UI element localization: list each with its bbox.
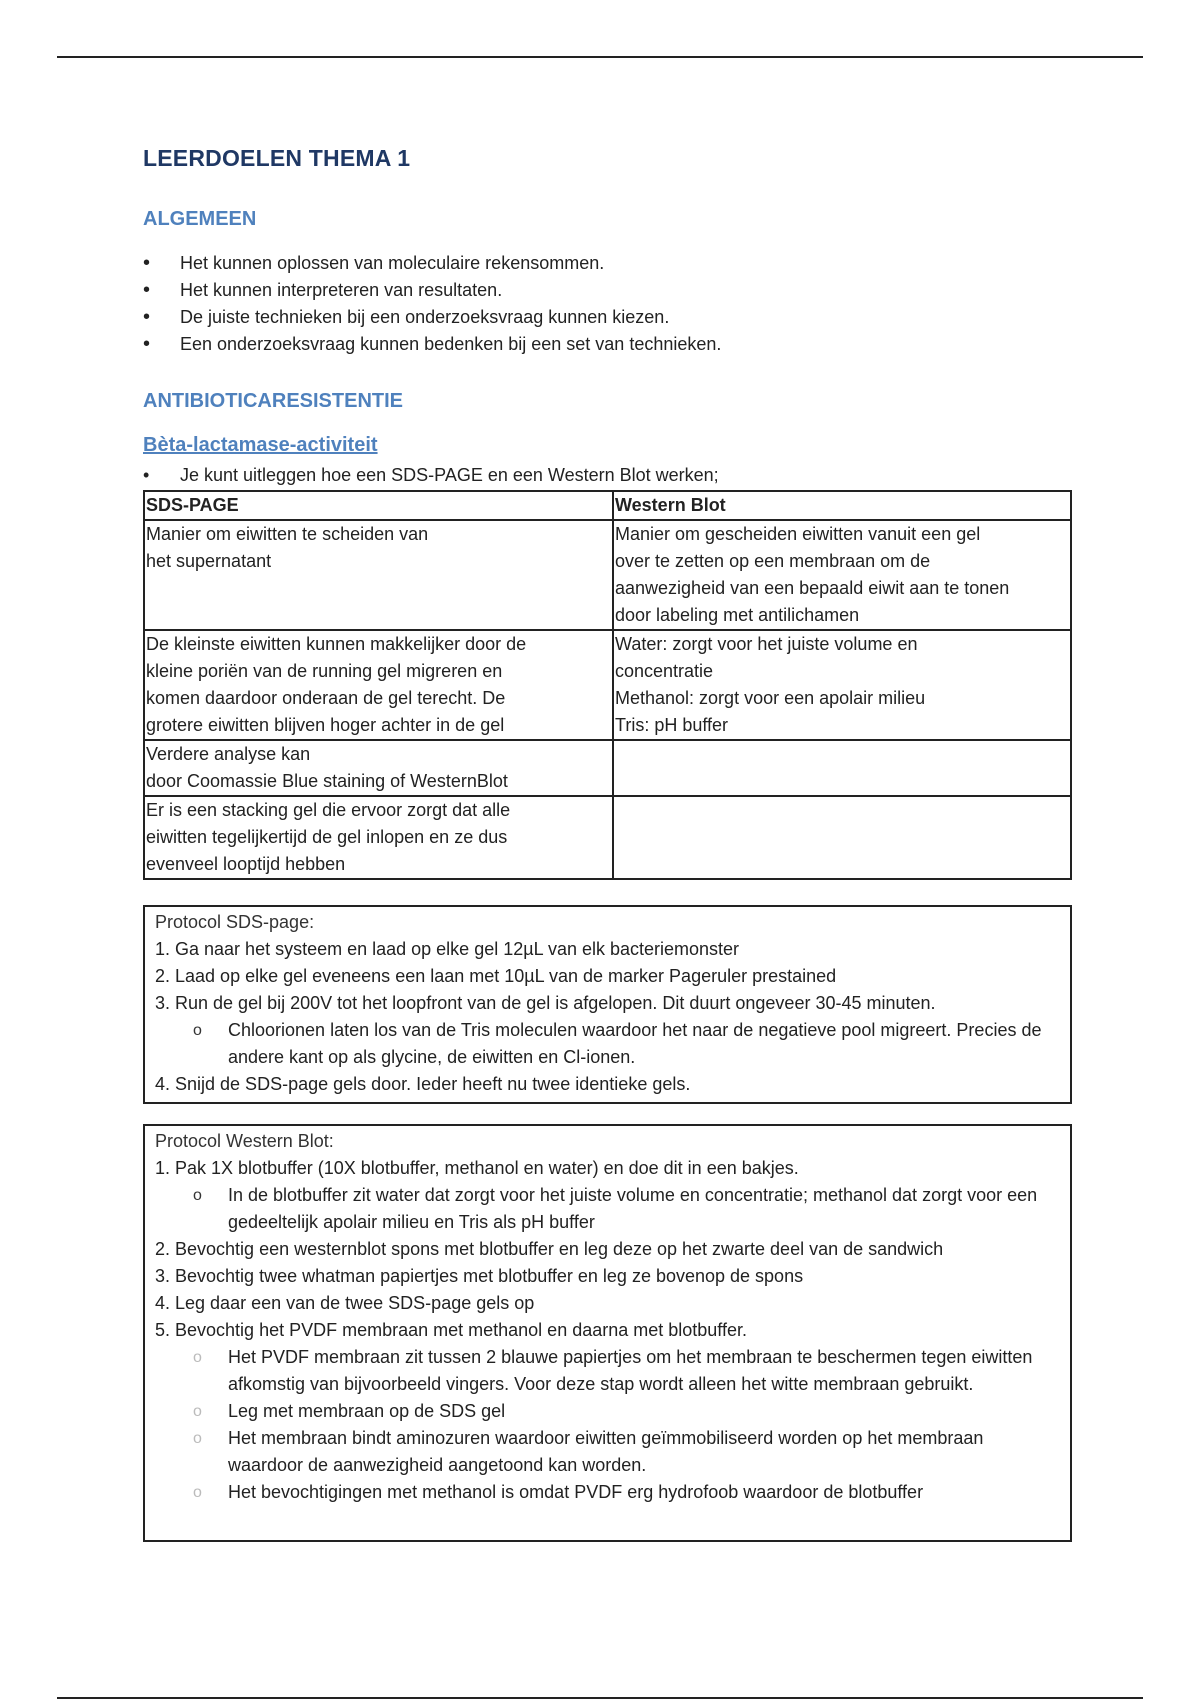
- cell-sds-page: [144, 520, 613, 630]
- cell-line: door Coomassie Blue staining of WesternBlot: [146, 771, 508, 791]
- protocol-step: 4. Leg daar een van de twee SDS-page gels op: [155, 1293, 535, 1313]
- cell-western-blot: [613, 520, 1071, 630]
- circle-bullet-icon: o: [193, 1022, 202, 1039]
- cell-line: De kleinste eiwitten kunnen makkelijker door de: [146, 634, 527, 654]
- protocol-substep: [145, 1398, 1070, 1425]
- table-body: [144, 520, 1071, 879]
- protocol-substep: [145, 1182, 1070, 1236]
- protocol-step: 1. Ga naar het systeem en laad op elke gel 12µL van elk bacteriemonster: [155, 939, 740, 959]
- algemeen-list: [143, 250, 721, 358]
- cell-line: over te zetten op een membraan om de: [615, 551, 931, 571]
- intro-bullet-line: [143, 464, 719, 487]
- cell-line: Methanol: zorgt voor een apolair milieu: [615, 688, 926, 708]
- header-sds-page: SDS-PAGE: [144, 491, 613, 520]
- header-western-blot: Western Blot: [613, 491, 1071, 520]
- list-item: • Het kunnen interpreteren van resultaten.: [143, 277, 721, 304]
- cell-western-blot: [613, 740, 1071, 796]
- protocol-title: Protocol Western Blot:: [155, 1131, 334, 1151]
- cell-sds-page: [144, 630, 613, 740]
- protocol-sds-page-box: [143, 905, 1072, 1104]
- cell-line: Manier om gescheiden eiwitten vanuit een gel: [615, 524, 981, 544]
- comparison-table: [143, 490, 1072, 880]
- protocol-step: 3. Run de gel bij 200V tot het loopfront van de gel is afgelopen. Dit duurt ongeveer 30-45 minuten.: [155, 993, 936, 1013]
- substep-text: Leg met membraan op de SDS gel: [228, 1401, 506, 1421]
- page-title: LEERDOELEN THEMA 1: [143, 145, 411, 171]
- circle-bullet-icon: o: [193, 1187, 202, 1204]
- protocol-substep: [145, 1425, 1070, 1479]
- substep-text: Het PVDF membraan zit tussen 2 blauwe papiertjes om het membraan te beschermen tegen eiwitten afkomstig van bijvoorbeeld vingers. Voor deze stap wordt alleen het witte membraan gebruikt.: [228, 1347, 1033, 1394]
- cell-line: grotere eiwitten blijven hoger achter in de gel: [146, 715, 505, 735]
- section-heading-antibiotica: ANTIBIOTICARESISTENTIE: [143, 390, 404, 412]
- protocol-substep: [145, 1479, 1070, 1506]
- protocol-step: 3. Bevochtig twee whatman papiertjes met blotbuffer en leg ze bovenop de spons: [155, 1266, 804, 1286]
- cell-line: concentratie: [615, 661, 714, 681]
- cell-line: Manier om eiwitten te scheiden van: [146, 524, 429, 544]
- cell-western-blot: [613, 630, 1071, 740]
- cell-line: Er is een stacking gel die ervoor zorgt dat alle: [146, 800, 511, 820]
- cell-line: aanwezigheid van een bepaald eiwit aan te tonen: [615, 578, 1010, 598]
- circle-bullet-icon: o: [193, 1430, 202, 1447]
- cell-line: kleine poriën van de running gel migreren en: [146, 661, 503, 681]
- subsection-heading-beta-lactamase: Bèta-lactamase-activiteit: [143, 434, 378, 456]
- list-item: • Een onderzoeksvraag kunnen bedenken bij een set van technieken.: [143, 331, 721, 358]
- protocol-title: Protocol SDS-page:: [155, 912, 315, 932]
- cell-line: Tris: pH buffer: [615, 715, 729, 735]
- cell-line: komen daardoor onderaan de gel terecht. De: [146, 688, 506, 708]
- list-item: • Het kunnen oplossen van moleculaire rekensommen.: [143, 250, 721, 277]
- cell-line: Water: zorgt voor het juiste volume en: [615, 634, 918, 654]
- substep-text: In de blotbuffer zit water dat zorgt voor het juiste volume en concentratie; methanol dat zorgt voor een gedeeltelijk apolair milieu en Tris als pH buffer: [228, 1185, 1038, 1232]
- circle-bullet-icon: o: [193, 1403, 202, 1420]
- cell-western-blot: [613, 796, 1071, 879]
- circle-bullet-icon: o: [193, 1349, 202, 1366]
- cell-line: het supernatant: [146, 551, 272, 571]
- protocol-step: 5. Bevochtig het PVDF membraan met methanol en daarna met blotbuffer.: [155, 1320, 747, 1340]
- circle-bullet-icon: o: [193, 1484, 202, 1501]
- substep-text: Het bevochtigingen met methanol is omdat PVDF erg hydrofoob waardoor de blotbuffer: [228, 1482, 924, 1502]
- bullet-dot: •: [143, 465, 150, 485]
- substep-text: Chloorionen laten los van de Tris moleculen waardoor het naar de negatieve pool migreert. Precies de andere kant op als glycine, de eiwitten en Cl-ionen.: [228, 1020, 1042, 1067]
- intro-text: Je kunt uitleggen hoe een SDS-PAGE en een Western Blot werken;: [180, 465, 719, 485]
- protocol-step: 2. Laad op elke gel eveneens een laan met 10µL van de marker Pageruler prestained: [155, 966, 837, 986]
- protocol-step: 4. Snijd de SDS-page gels door. Ieder heeft nu twee identieke gels.: [155, 1074, 691, 1094]
- section-heading-algemeen: ALGEMEEN: [143, 208, 257, 230]
- cell-sds-page: [144, 740, 613, 796]
- table-row: [144, 740, 1071, 796]
- table-header-row: [144, 491, 1071, 520]
- bottom-rule: [57, 1697, 1143, 1699]
- cell-sds-page: [144, 796, 613, 879]
- protocol-step: 2. Bevochtig een westernblot spons met blotbuffer en leg deze op het zwarte deel van de sandwich: [155, 1239, 944, 1259]
- substep-text: Het membraan bindt aminozuren waardoor eiwitten geïmmobiliseerd worden op het membraan waardoor de aanwezigheid aangetoond kan worden.: [228, 1428, 984, 1475]
- cell-line: eiwitten tegelijkertijd de gel inlopen en ze dus: [146, 827, 508, 847]
- cell-line: door labeling met antilichamen: [615, 605, 860, 625]
- table-row: [144, 520, 1071, 630]
- top-rule: [57, 56, 1143, 58]
- protocol-substep: [145, 1017, 1070, 1071]
- protocol-step: 1. Pak 1X blotbuffer (10X blotbuffer, methanol en water) en doe dit in een bakjes.: [155, 1158, 799, 1178]
- cell-line: Verdere analyse kan: [146, 744, 311, 764]
- list-item: • De juiste technieken bij een onderzoeksvraag kunnen kiezen.: [143, 304, 721, 331]
- table-row: [144, 796, 1071, 879]
- cell-line: evenveel looptijd hebben: [146, 854, 346, 874]
- protocol-western-blot-box: [143, 1124, 1072, 1542]
- protocol-substep: [145, 1344, 1070, 1398]
- table-row: [144, 630, 1071, 740]
